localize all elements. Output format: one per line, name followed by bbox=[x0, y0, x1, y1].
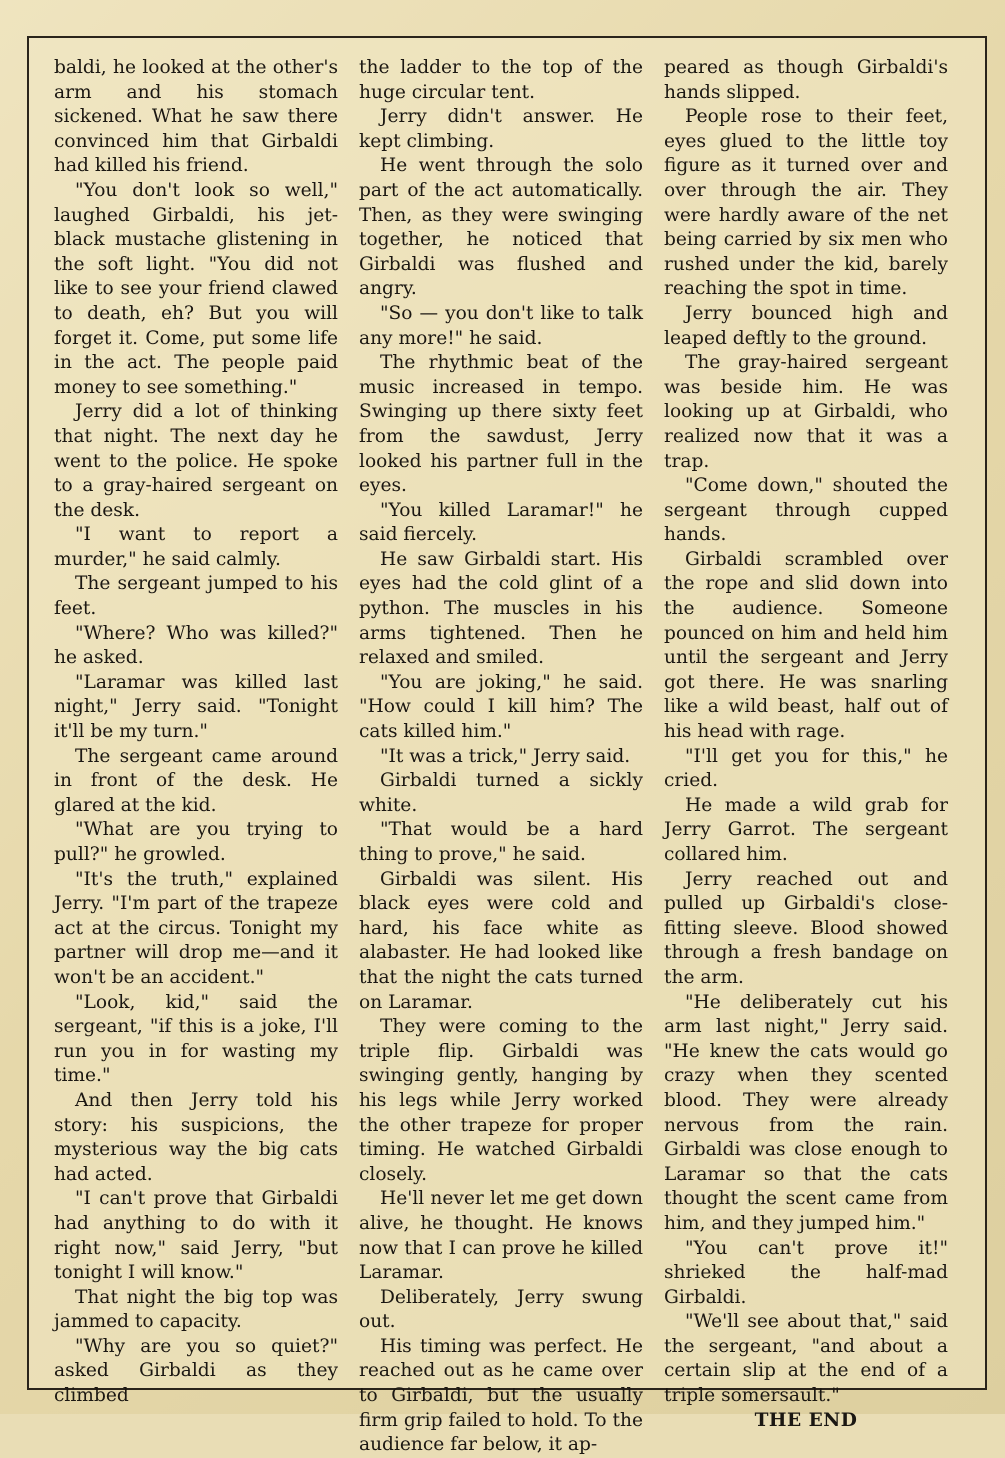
the-end-label: THE END bbox=[754, 1409, 858, 1431]
paragraph: the ladder to the top of the huge circular tent. bbox=[359, 57, 643, 103]
paragraph: People rose to their feet, eyes glued to the little toy figure as it turned over and over through the air. They were hardly aware of the net being carried by six men who rushed under the kid, barely reaching the spot in time. bbox=[664, 106, 948, 300]
paragraph: peared as though Girbaldi's hands slipped. bbox=[664, 57, 948, 103]
paragraph: "I want to report a murder," he said calmly. bbox=[54, 524, 338, 570]
paragraph: Girbaldi scrambled over the rope and slid down into the audience. Someone pounced on him and held him until the sergeant and Jerry got there. He was snarling like a wild beast, half out of his head with rage. bbox=[664, 548, 948, 743]
paragraph: "That would be a hard thing to prove," he said. bbox=[359, 819, 643, 865]
paragraph: Girbaldi was silent. His black eyes were cold and hard, his face white as alabaster. He had looked like that the night the cats turned on Laramar. bbox=[359, 868, 643, 1013]
paragraph: Jerry didn't answer. He kept climbing. bbox=[359, 106, 643, 152]
paragraph: "We'll see about that," said the sergeant, "and about a certain slip at the end of a triple somersault." bbox=[664, 1311, 948, 1407]
paragraph: "He deliberately cut his arm last night," Jerry said. "He knew the cats would go crazy when they scented blood. They were already nervous from the rain. Girbaldi was close enough to Laramar so that the cats thought the scent came from him, and they jumped him." bbox=[664, 991, 948, 1234]
paragraph: That night the big top was jammed to capacity. bbox=[54, 1286, 338, 1333]
paragraph: The gray-haired sergeant was beside him. He was looking up at Girbaldi, who realized now that it was a trap. bbox=[664, 352, 948, 472]
paragraph: "Why are you so quiet?" asked Girbaldi as they climbed bbox=[54, 1335, 338, 1407]
paragraph: "You can't prove it!" shrieked the half-mad Girbaldi. bbox=[664, 1237, 948, 1308]
paragraph: "You are joking," he said. "How could I kill him? The cats killed him." bbox=[359, 671, 643, 743]
paragraph: "I can't prove that Girbaldi had anything to do with it right now," said Jerry, "but tonight I will know." bbox=[54, 1188, 338, 1284]
paragraph: He went through the solo part of the act automatically. Then, as they were swinging together, he noticed that Girbaldi was flushed and angry. bbox=[359, 155, 643, 300]
paragraph: The sergeant came around in front of the desk. He glared at the kid. bbox=[54, 745, 338, 816]
paragraph: He saw Girbaldi start. His eyes had the cold glint of a python. The muscles in his arms tightened. Then he relaxed and smiled. bbox=[359, 548, 643, 669]
paragraph: "You don't look so well," laughed Girbaldi, his jet-black mustache glistening in the soft light. "You did not like to see your friend clawed to death, eh? But you will forget it. Come, put some life in the act. The people paid money to see something." bbox=[54, 179, 338, 398]
paragraph: "Come down," shouted the sergeant through cupped hands. bbox=[664, 475, 948, 546]
paragraph: He made a wild grab for Jerry Garrot. The sergeant collared him. bbox=[664, 794, 948, 865]
paragraph: His timing was perfect. He reached out as he came over to Girbaldi, but the usually firm grip failed to hold. To the audience far below, it ap- bbox=[359, 1335, 643, 1456]
paragraph: "I'll get you for this," he cried. bbox=[664, 745, 948, 792]
paragraph: Jerry reached out and pulled up Girbaldi's close-fitting sleeve. Blood showed through a fresh bandage on the arm. bbox=[664, 868, 948, 988]
paragraph: They were coming to the triple flip. Girbaldi was swinging gently, hanging by his legs while Jerry worked the other trapeze for proper timing. He watched Girbaldi closely. bbox=[359, 1016, 643, 1185]
paragraph: "What are you trying to pull?" he growled. bbox=[54, 819, 338, 865]
paragraph: "Look, kid," said the sergeant, "if this is a joke, I'll run you in for wasting my time." bbox=[54, 991, 338, 1087]
column-2 bbox=[359, 56, 643, 1458]
paragraph: "You killed Laramar!" he said fiercely. bbox=[359, 499, 643, 546]
paragraph: "It was a trick," Jerry said. bbox=[380, 745, 631, 767]
paragraph: Deliberately, Jerry swung out. bbox=[359, 1286, 643, 1333]
paragraph: "Where? Who was killed?" he asked. bbox=[54, 622, 338, 669]
paragraph: "It's the truth," explained Jerry. "I'm part of the trapeze act at the circus. Tonight my partner will drop me—and it won't be an accident." bbox=[54, 868, 338, 988]
paragraph: He'll never let me get down alive, he thought. He knows now that I can prove he killed Laramar. bbox=[359, 1188, 643, 1284]
column-3 bbox=[664, 56, 948, 1433]
paragraph: Jerry bounced high and leaped deftly to the ground. bbox=[664, 302, 948, 349]
paragraph: "Laramar was killed last night," Jerry said. "Tonight it'll be my turn." bbox=[54, 671, 338, 743]
paragraph: Girbaldi turned a sickly white. bbox=[359, 770, 643, 816]
paragraph: The sergeant jumped to his feet. bbox=[54, 573, 338, 620]
paragraph: The rhythmic beat of the music increased in tempo. Swinging up there sixty feet from the sawdust, Jerry looked his partner full in the eyes. bbox=[359, 352, 643, 497]
paragraph: baldi, he looked at the other's arm and his stomach sickened. What he saw there convinced him that Girbaldi had killed his friend. bbox=[54, 57, 338, 177]
paragraph: Jerry did a lot of thinking that night. The next day he went to the police. He spoke to a gray-haired sergeant on the desk. bbox=[54, 401, 338, 521]
paragraph: And then Jerry told his story: his suspicions, the mysterious way the big cats had acted. bbox=[54, 1089, 338, 1185]
paragraph: "So — you don't like to talk any more!" he said. bbox=[359, 302, 643, 349]
column-1 bbox=[54, 56, 338, 1409]
